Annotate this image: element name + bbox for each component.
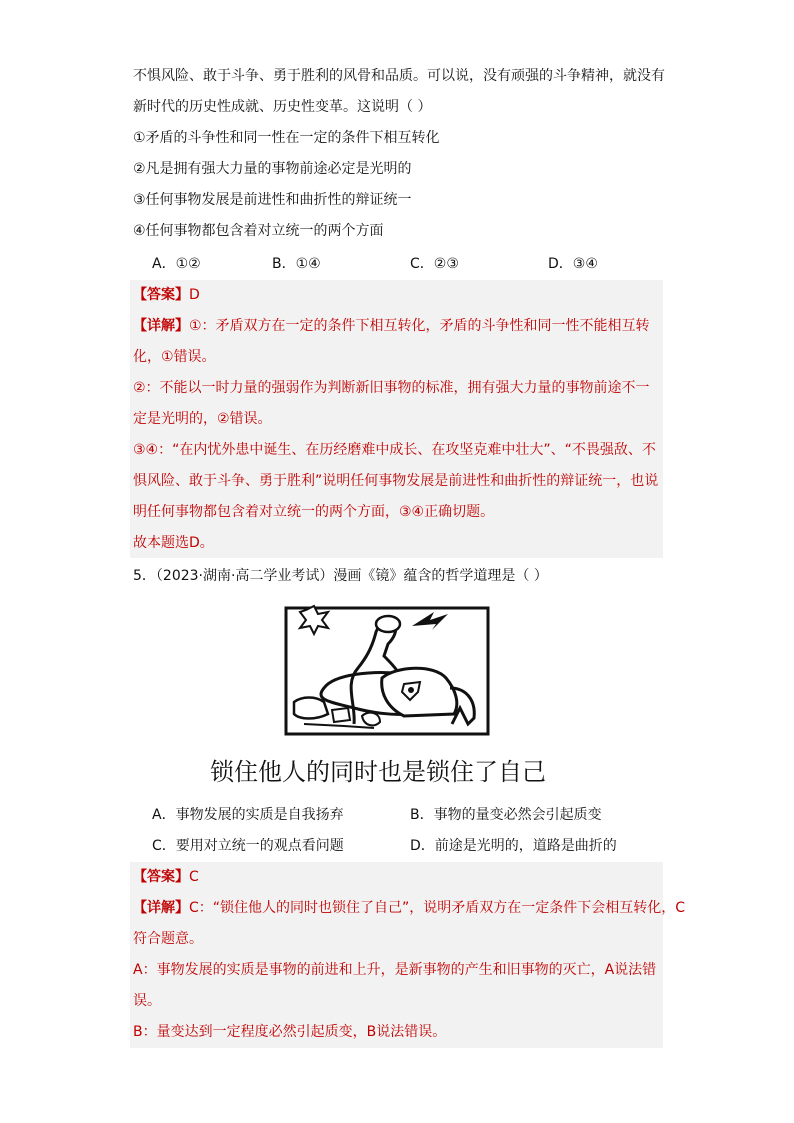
q5-detail-label: 【详解】 [133, 900, 189, 916]
q4-answer-label: 【答案】 [133, 287, 189, 303]
q5-stem: 5．（2023·湖南·高二学业考试）漫画《镜》蕴含的哲学道理是（ ） [133, 568, 548, 584]
q4-statement-1: ①矛盾的斗争性和同一性在一定的条件下相互转化 [133, 130, 440, 146]
q4-answer-value: D [189, 287, 200, 303]
q4-detail-line-2: 化，①错误。 [133, 349, 216, 365]
q5-detail-line-4: 误。 [133, 993, 161, 1009]
q4-stem-line-1: 不惧风险、敢于斗争、勇于胜利的风骨和品质。可以说，没有顽强的斗争精神，就没有 [133, 68, 665, 84]
q5-answer-label: 【答案】 [133, 869, 189, 885]
q4-detail-line-5: ③④：“在内忧外患中诞生、在历经磨难中成长、在攻坚克难中壮大”、“不畏强敌、不 [133, 442, 656, 458]
q4-detail-line-1 [133, 316, 661, 336]
cartoon-mirror-image [284, 604, 490, 736]
q4-option-c: C．②③ [410, 256, 459, 272]
q4-detail-line-3: ②：不能以一时力量的强弱作为判断新旧事物的标准，拥有强大力量的事物前途不一 [133, 380, 650, 396]
q5-option-a: A．事物发展的实质是自我扬弃 [152, 807, 344, 823]
q5-answer-line [133, 867, 661, 887]
q4-statement-3: ③任何事物发展是前进性和曲折性的辩证统一 [133, 192, 412, 208]
q5-option-d: D．前途是光明的，道路是曲折的 [410, 838, 617, 854]
q4-detail-text-1: ①：矛盾双方在一定的条件下相互转化，矛盾的斗争性和同一性不能相互转 [189, 318, 650, 334]
q4-detail-line-8: 故本题选D。 [133, 535, 214, 551]
q4-statement-4: ④任何事物都包含着对立统一的两个方面 [133, 223, 384, 239]
q5-detail-line-5: B：量变达到一定程度必然引起质变，B说法错误。 [133, 1024, 447, 1040]
q5-option-c: C．要用对立统一的观点看问题 [152, 838, 344, 854]
cartoon-caption: 锁住他人的同时也是锁住了自己 [210, 758, 546, 786]
q4-statement-2: ②凡是拥有强大力量的事物前途必定是光明的 [133, 161, 412, 177]
q5-answer-box [130, 862, 686, 1048]
q5-answer-value: C [189, 869, 199, 885]
q5-detail-line-2: 符合题意。 [133, 931, 203, 947]
q4-option-b: B．①④ [272, 256, 321, 272]
q4-detail-line-4: 定是光明的，②错误。 [133, 411, 272, 427]
q5-detail-line-3: A：事物发展的实质是事物的前进和上升，是新事物的产生和旧事物的灭亡，A说法错 [133, 962, 657, 978]
q5-detail-line-1 [133, 898, 686, 918]
q4-detail-line-6: 惧风险、敢于斗争、勇于胜利”说明任何事物发展是前进性和曲折性的辩证统一，也说 [133, 473, 659, 489]
q4-stem-line-2: 新时代的历史性成就、历史性变革。这说明（ ） [133, 99, 432, 115]
q4-detail-line-7: 明任何事物都包含着对立统一的两个方面，③④正确切题。 [133, 504, 495, 520]
q4-option-d: D．③④ [548, 256, 598, 272]
q4-answer-line [133, 285, 661, 305]
q5-detail-text-1: C：“锁住他人的同时也锁住了自己”，说明矛盾双方在一定条件下会相互转化，C [189, 900, 686, 916]
q4-detail-label: 【详解】 [133, 318, 189, 334]
q4-option-a: A．①② [152, 256, 201, 272]
q4-answer-box [130, 280, 663, 558]
q5-option-b: B．事物的量变必然会引起质变 [410, 807, 602, 823]
